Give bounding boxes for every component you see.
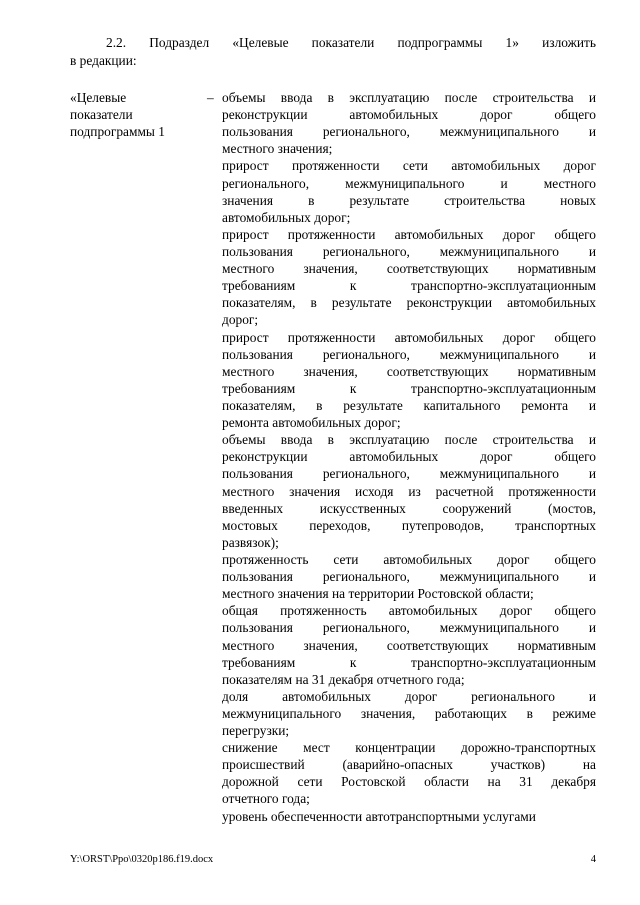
indicators-label-line-2: показатели	[70, 107, 133, 123]
indicator-text-line: местного значения;	[222, 141, 333, 157]
footer-file-path: Y:\ORST\Ppo\0320p186.f19.docx	[70, 854, 214, 865]
indicator-text-line: регионального, межмуниципального и местного	[222, 175, 596, 191]
indicator-text-line: пользования регионального, межмуниципального и	[222, 124, 596, 140]
indicator-text-line: местного значения, соответствующих нормативным	[222, 261, 596, 277]
indicator-text-line: пользования регионального, межмуниципального и	[222, 620, 596, 636]
indicator-text-line: местного значения исходя из расчетной протяженности	[222, 483, 596, 499]
indicator-text-line: мостовых переходов, путепроводов, транспортных	[222, 517, 596, 533]
indicators-label	[70, 89, 200, 140]
indicator-text-line: перегрузки;	[222, 723, 290, 739]
indicators-label-line-1: «Целевые	[70, 90, 127, 105]
indicator-text-line: протяженность сети автомобильных дорог общего	[222, 551, 596, 567]
indicator-text-line: доля автомобильных дорог регионального и	[222, 688, 596, 704]
indicator-text-line: местного значения, соответствующих нормативным	[222, 637, 596, 653]
separator-dash: –	[207, 90, 214, 105]
indicator-text-line: пользования регионального, межмуниципального и	[222, 569, 596, 585]
intro-paragraph	[70, 34, 596, 70]
indicator-text-line: объемы ввода в эксплуатацию после строительства и	[222, 432, 596, 448]
indicator-text-line: требованиям к транспортно-эксплуатационным	[222, 654, 596, 670]
indicator-text-line: реконструкции автомобильных дорог общего	[222, 107, 596, 123]
indicator-text-line: введенных искусственных сооружений (мостов,	[222, 500, 596, 516]
indicator-text-line: уровень обеспеченности автотранспортными услугами	[222, 808, 536, 824]
indicators-list	[222, 89, 596, 825]
indicator-text-line: развязок);	[222, 534, 279, 550]
indicator-text-line: показателям на 31 декабря отчетного года;	[222, 671, 465, 687]
indicator-text-line: пользования регионального, межмуниципального и	[222, 346, 596, 362]
indicator-text-line: пользования регионального, межмуниципального и	[222, 466, 596, 482]
indicator-text-line: дорог;	[222, 312, 259, 328]
indicator-text-line: прирост протяженности сети автомобильных дорог	[222, 158, 596, 174]
indicator-text-line: показателям, в результате реконструкции автомобильных	[222, 295, 596, 311]
indicator-text-line: отчетного года;	[222, 791, 310, 807]
indicator-text-line: происшествий (аварийно-опасных участков) на	[222, 757, 596, 773]
indicator-text-line: объемы ввода в эксплуатацию после строительства и	[222, 90, 596, 105]
indicator-text-line: показателям, в результате капитального ремонта и	[222, 397, 596, 413]
indicator-text-line: значения в результате строительства новых	[222, 192, 596, 208]
indicator-text-line: требованиям к транспортно-эксплуатационным	[222, 278, 596, 294]
indicators-label-line-3: подпрограммы 1	[70, 124, 165, 140]
indicator-text-line: межмуниципального значения, работающих в режиме	[222, 705, 596, 721]
indicator-text-line: местного значения, соответствующих нормативным	[222, 363, 596, 379]
indicator-text-line: общая протяженность автомобильных дорог общего	[222, 603, 596, 619]
indicator-text-line: ремонта автомобильных дорог;	[222, 415, 401, 431]
indicator-text-line: местного значения на территории Ростовской области;	[222, 586, 534, 602]
page-number: 4	[590, 854, 596, 865]
indicator-text-line: автомобильных дорог;	[222, 209, 351, 225]
indicator-text-line: прирост протяженности автомобильных дорог общего	[222, 329, 596, 345]
indicator-text-line: реконструкции автомобильных дорог общего	[222, 449, 596, 465]
intro-line-2: в редакции:	[70, 53, 137, 68]
indicator-text-line: пользования регионального, межмуниципального и	[222, 243, 596, 259]
indicator-text-line: требованиям к транспортно-эксплуатационным	[222, 380, 596, 396]
indicator-text-line: снижение мест концентрации дорожно-транспортных	[222, 740, 596, 756]
indicator-text-line: прирост протяженности автомобильных дорог общего	[222, 226, 596, 242]
indicator-text-line: дорожной сети Ростовской области на 31 декабря	[222, 774, 596, 790]
intro-line-1: 2.2. Подраздел «Целевые показатели подпрограммы 1» изложить	[106, 35, 596, 50]
